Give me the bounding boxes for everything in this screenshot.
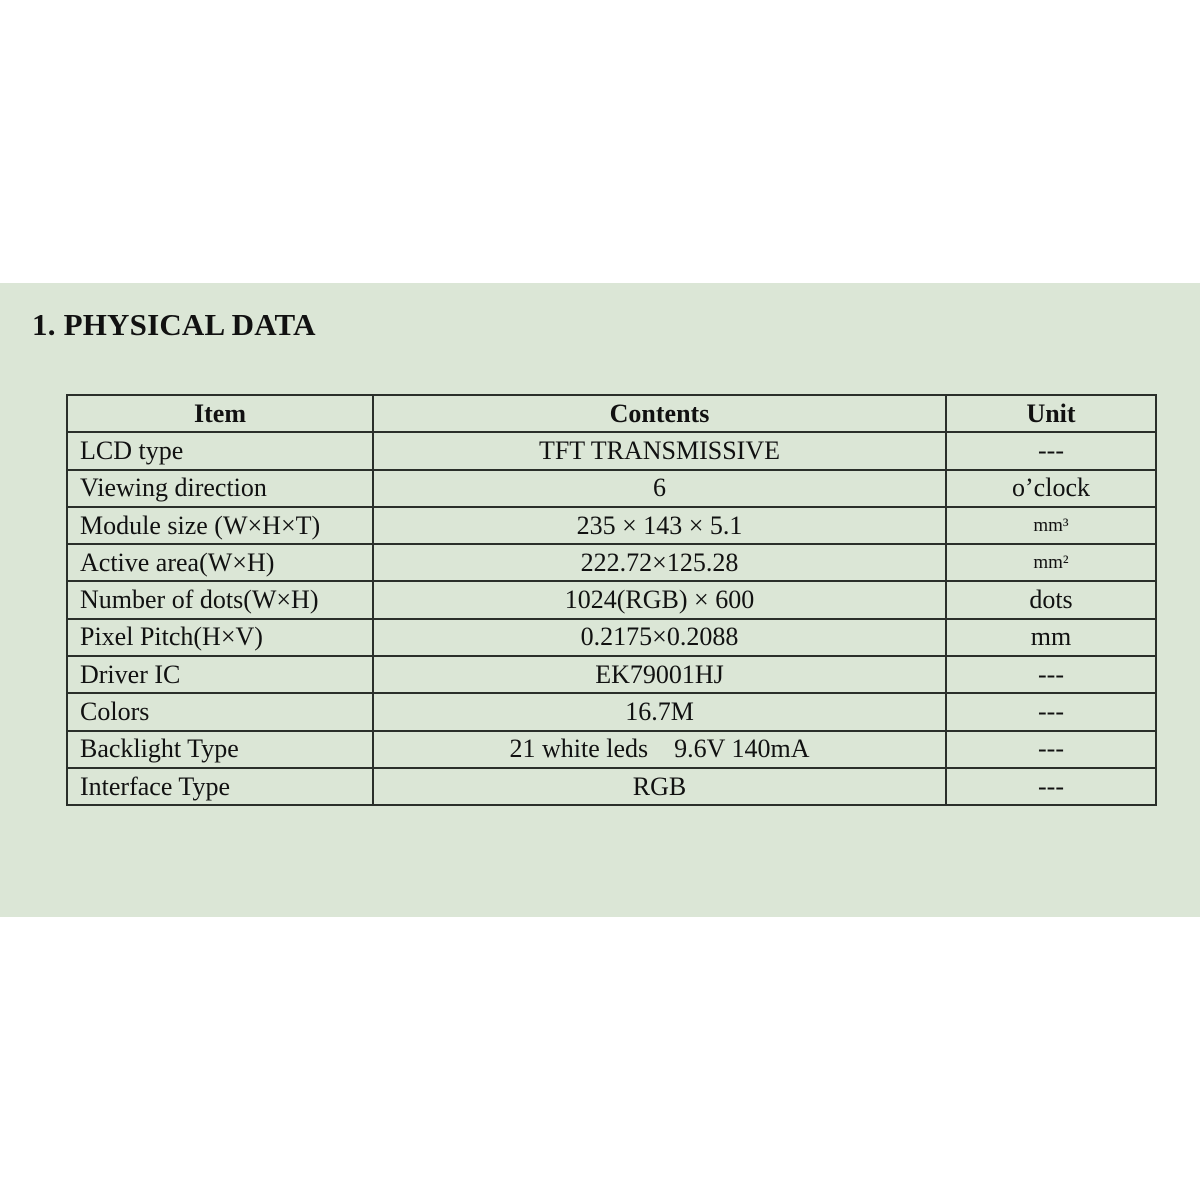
cell-item: LCD type [67,432,373,469]
cell-item: Colors [67,693,373,730]
cell-item: Viewing direction [67,470,373,507]
cell-contents: 21 white leds 9.6V 140mA [373,731,946,768]
cell-item: Backlight Type [67,731,373,768]
cell-unit: --- [946,693,1156,730]
cell-unit: --- [946,656,1156,693]
table-row [67,731,1156,768]
cell-contents: EK79001HJ [373,656,946,693]
cell-unit: mm [946,619,1156,656]
document-panel [0,283,1200,917]
table-row [67,470,1156,507]
table-row [67,693,1156,730]
cell-contents: 16.7M [373,693,946,730]
cell-contents: 1024(RGB) × 600 [373,581,946,618]
cell-contents: 235 × 143 × 5.1 [373,507,946,544]
table-row [67,544,1156,581]
header-unit: Unit [946,395,1156,432]
cell-item: Driver IC [67,656,373,693]
table-row [67,507,1156,544]
header-item: Item [67,395,373,432]
section-title: 1. PHYSICAL DATA [32,307,316,342]
physical-data-table [66,394,1157,806]
cell-unit: o’clock [946,470,1156,507]
cell-unit: --- [946,768,1156,805]
cell-unit: mm² [946,544,1156,581]
table-row [67,581,1156,618]
table-row [67,432,1156,469]
header-contents: Contents [373,395,946,432]
table-row [67,619,1156,656]
cell-unit: dots [946,581,1156,618]
cell-unit: mm³ [946,507,1156,544]
cell-item: Pixel Pitch(H×V) [67,619,373,656]
table-row [67,656,1156,693]
cell-unit: --- [946,432,1156,469]
cell-contents: 222.72×125.28 [373,544,946,581]
table-row [67,768,1156,805]
table-header-row [67,395,1156,432]
cell-contents: TFT TRANSMISSIVE [373,432,946,469]
cell-contents: 0.2175×0.2088 [373,619,946,656]
cell-item: Active area(W×H) [67,544,373,581]
cell-contents: 6 [373,470,946,507]
cell-unit: --- [946,731,1156,768]
cell-item: Interface Type [67,768,373,805]
cell-contents: RGB [373,768,946,805]
cell-item: Number of dots(W×H) [67,581,373,618]
cell-item: Module size (W×H×T) [67,507,373,544]
